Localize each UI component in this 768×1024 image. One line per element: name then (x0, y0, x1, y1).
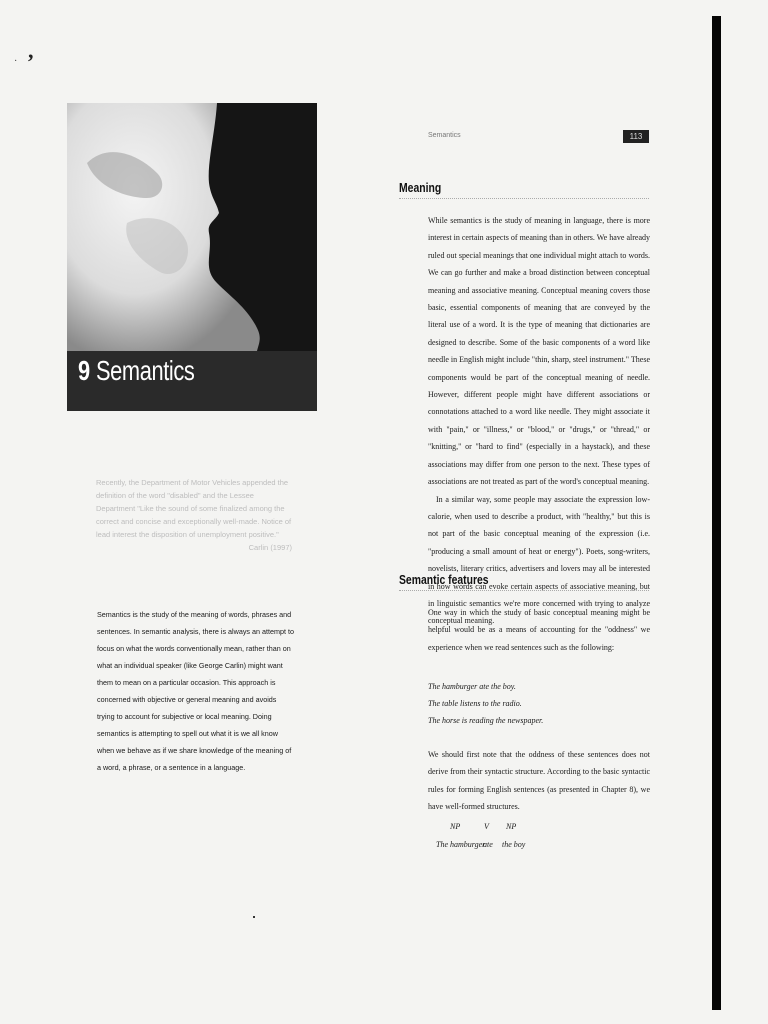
example-sentence: The table listens to the radio. (428, 699, 522, 708)
stray-mark (253, 916, 255, 918)
margin-mark: , (28, 38, 34, 63)
tree-word: the boy (502, 840, 526, 849)
meaning-paragraph-2: In a similar way, some people may associate the expression low-calorie, when used to describe a product, with "healthy," but this is not part of the basic conceptual meaning of the expression (i.e. "producing a small amount of heat or energy"). Poets, song-writers, novelists, literary critics, advertisers and lovers may all be interested in how words can evoke certain aspects of associative meaning, but in linguistic semantics we're more concerned with trying to analyze conceptual meaning. (428, 494, 650, 626)
epigraph (96, 476, 292, 554)
page-number: 113 (623, 130, 649, 143)
section-rule (399, 590, 649, 591)
chapter-number: 9 (78, 355, 90, 386)
margin-speck: · (14, 56, 18, 67)
features-intro: One way in which the study of basic conceptual meaning might be helpful would be as a means of accounting for the "oddness" we experience when we read sentences such as the following: (428, 608, 650, 652)
chapter-title (78, 355, 194, 387)
epigraph-text: Recently, the Department of Motor Vehicles appended the definition of the word "disabled" and the Lessee Department "Like the sound of some finalized among the correct and concise and exceptionally well-made. Notice of lead interest the disposition of unemployment positive." (96, 478, 292, 539)
syntax-tree (428, 820, 548, 860)
epigraph-attribution: Carlin (1997) (248, 543, 292, 552)
features-paragraph-2: We should first note that the oddness of these sentences does not derive from their syntactic structure. According to the basic syntactic rules for forming English sentences (as presented in Chapter 8), we have well-formed structures. (428, 750, 650, 812)
tree-label-np: NP (450, 822, 461, 831)
section-rule (399, 198, 649, 199)
intro-paragraph: Semantics is the study of the meaning of words, phrases and sentences. In semantic analysis, there is always an attempt to focus on what the words conventionally mean, rather than on what an individual speaker (like George Carlin) might want them to mean on a particular occasion. This approach is concerned with objective or general meaning and avoids trying to account for subjective or local meaning. Doing semantics is attempting to spell out what it is we all know when we behave as if we share knowledge of the meaning of a word, a phrase, or a sentence in a language. (97, 610, 294, 772)
meaning-body (428, 212, 650, 630)
tree-word: The hamburger (436, 840, 486, 849)
page-edge-bar (712, 16, 721, 1010)
example-sentences (428, 678, 648, 729)
tree-label-np: NP (506, 822, 517, 831)
meaning-paragraph-1: While semantics is the study of meaning in language, there is more interest in certain aspects of meaning than in others. We have already ruled out special meanings that one individual might attach to words. We can go further and make a broad distinction between conceptual meaning and associative meaning. Conceptual meaning covers those basic, essential components of meaning that are conveyed by the literal use of a word. It is the type of meaning that dictionaries are designed to describe. Some of the basic components of a word like needle in English might include "thin, sharp, steel instrument." These components would be part of the conceptual meaning of needle. However, different people might have different associations or connotations attached to a word like needle. They might associate it with "pain," or "illness," or "blood," or "drugs," or "thread," or "knitting," or "hard to find" (especially in a haystack), and these associations may differ from one person to the next. These types of associations are not treated as part of the word's conceptual meaning. (428, 216, 650, 487)
tree-label-v: V (484, 822, 489, 831)
example-sentence: The horse is reading the newspaper. (428, 716, 544, 725)
section-heading-features: Semantic features (399, 572, 489, 587)
chapter-title-text: Semantics (96, 355, 195, 386)
section-heading-meaning: Meaning (399, 180, 442, 195)
tree-word: ate (483, 840, 493, 849)
running-head: Semantics (428, 132, 461, 139)
example-sentence: The hamburger ate the boy. (428, 682, 516, 691)
